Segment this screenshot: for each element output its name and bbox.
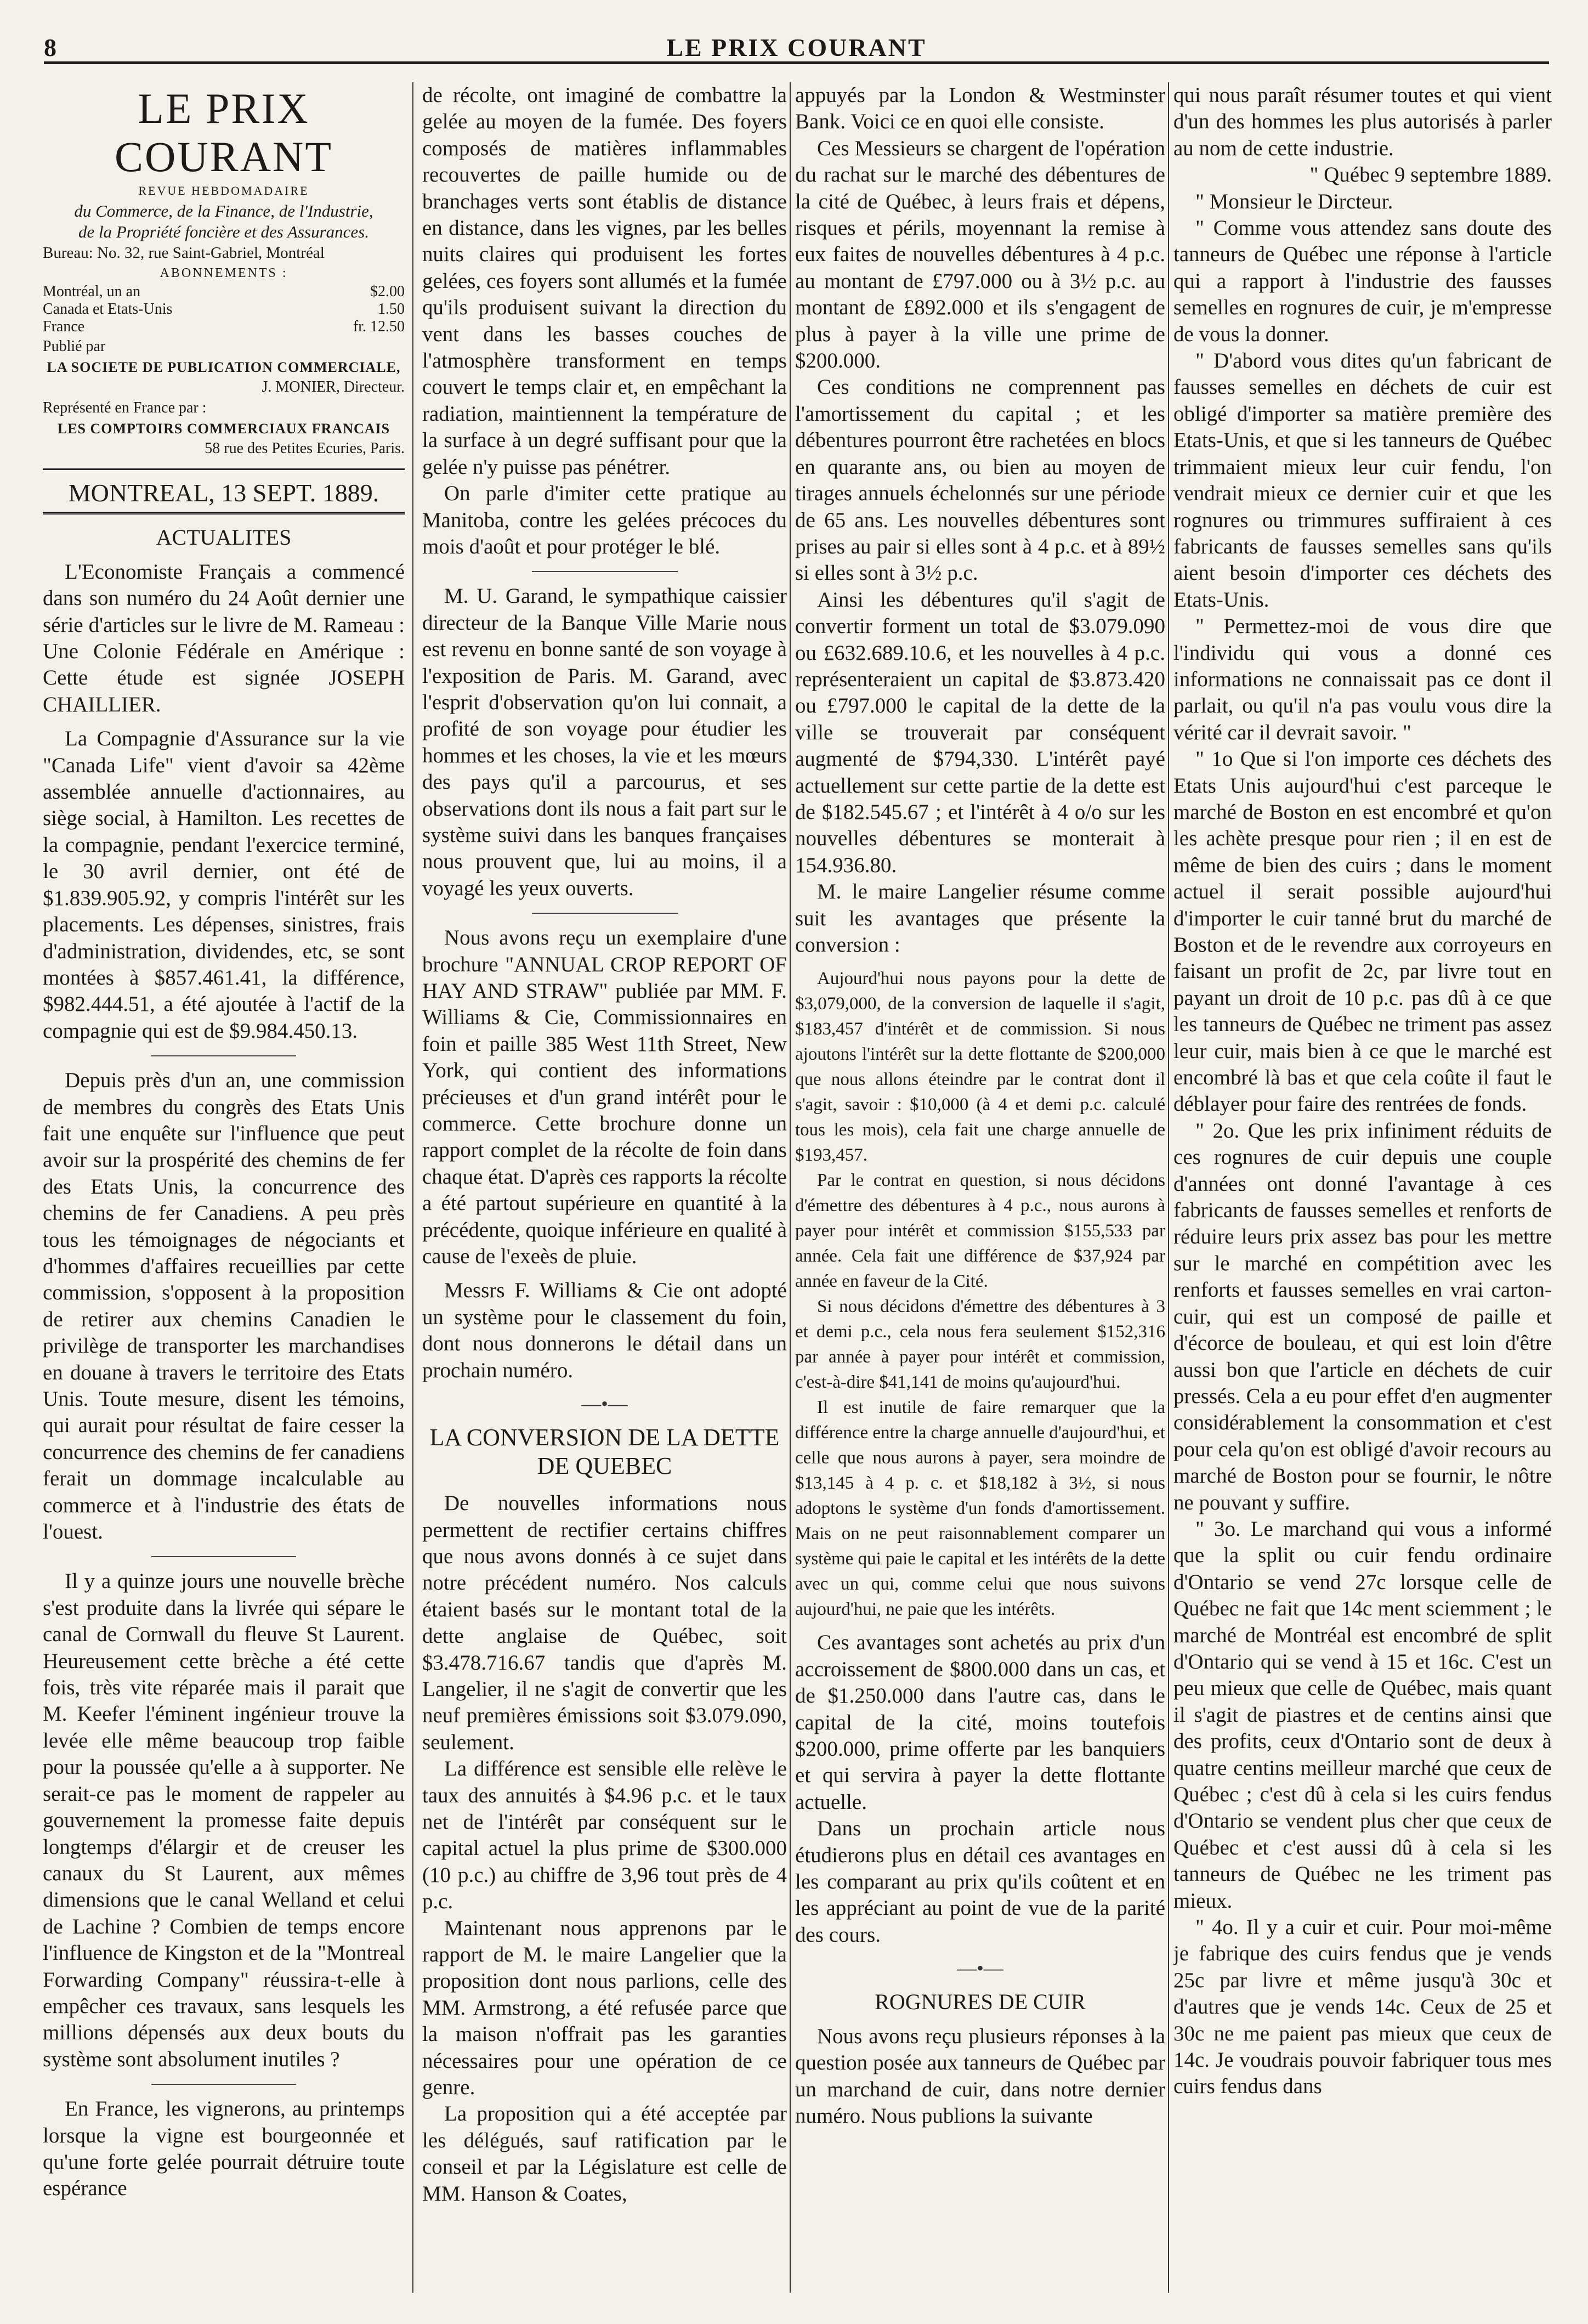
article-paragraph: Maintenant nous apprenons par le rapport de M. le maire Langelier que la proposition dont nous parlions, celle des MM. Armstrong, a été refusée parce que la maison n'offrait pas les garanties nécessaires pour une opération de ce genre.	[422, 1916, 787, 2100]
ornament-rule: —•—	[581, 1393, 628, 1415]
rate-row	[43, 301, 405, 318]
letter-paragraph: " D'abord vous dites qu'un fabricant de fausses semelles en déchets de cuir est obligé d'importer sa matière première des Etats-Unis, et que si les tanneurs de Québec trimmaient mieux leur cuir fendu, l'on vendrait mieux ce dernier cuir et que les rognures ou trimmures suffiraient à ces fabricants de fausses semelles sans qu'ils aient besoin d'importer ces déchets des Etats-Unis.	[1173, 349, 1552, 612]
header-rule	[44, 61, 1549, 64]
publisher-name: LA SOCIETE DE PUBLICATION COMMERCIALE,	[47, 359, 401, 375]
page-number: 8	[44, 33, 56, 61]
letter-paragraph: " 1o Que si l'on importe ces déchets des Etats Unis aujourd'hui c'est parceque le marché de Boston en est encombré et qu'on les achète presque pour rien ; il en est de même de bien des cuirs ; dans le moment actuel il serait possible aujourd'hui d'importer le cuir tanné brut du marché de Boston et de le revendre aux corroyeurs en faisant un profit de 2c, par livre tout en payant un droit de 10 p.c. pas dû à ce que les tanneurs de Québec ne triment pas assez leur cuir, mais bien à ce que le marché est encombré là bas et que cela coûte il faut le déblayer pour faire des rentrées de fonds.	[1173, 747, 1552, 1116]
double-rule	[43, 512, 405, 514]
article-paragraph: Ces Messieurs se chargent de l'opération du rachat sur le marché des débentures de la cité de Québec, à leurs frais et dépens, risques et périls, moyennant la remise à eux faites de nouvelles débentures à 4 p.c. au montant de £797.000 ou à 3½ p.c. au montant de £892.000 et ils s'engagent de plus à payer à la ville une prime de $200.000.	[795, 136, 1165, 373]
column-divider	[412, 82, 413, 2293]
section-heading-conversion: LA CONVERSION DE LA DETTE DE QUEBEC	[429, 1424, 780, 1480]
rate-label: Canada et Etats-Unis	[43, 301, 173, 318]
dateline: MONTREAL, 13 SEPT. 1889.	[43, 468, 405, 506]
rate-price: 1.50	[378, 301, 405, 318]
paris-address: 58 rue des Petites Ecuries, Paris.	[205, 440, 405, 457]
article-paragraph: Messrs F. Williams & Cie ont adopté un système pour le classement du foin, dont nous donnerons le détail dans un prochain numéro.	[422, 1279, 787, 1382]
running-title: LE PRIX COURANT	[666, 33, 927, 61]
abonnements-title: ABONNEMENTS :	[160, 266, 288, 280]
article-paragraph: appuyés par la London & Westminster Bank. Voici ce en quoi elle consiste.	[795, 83, 1165, 134]
page-header	[44, 33, 1549, 60]
article-paragraph: Nous avons reçu un exemplaire d'une brochure "ANNUAL CROP REPORT OF HAY AND STRAW" publiée par MM. F. Williams & Cie, Commissionnaires en foin et paille 385 West 11th Street, New York, qui contient des informations précieuses et d'un grand intérêt pour le commerce. Cette brochure donne un rapport complet de la récolte de foin dans chaque état. D'après ces rapports la récolte a été partout supérieure en quantité à la précédente, quoique inférieure en qualité à cause de l'exeès de pluie.	[422, 926, 787, 1269]
article-paragraph: de récolte, ont imaginé de combattre la gelée au moyen de la fumée. Des foyers composés de matières inflammables recouvertes de paille humide ou de branchages verts sont établis de distance en distance, dans les vignes, par les belles nuits claires qui produisent les fortes gelées, ces foyers sont allumés et la fumée qu'ils produisent suivant la direction du vent dans les basses couches de l'atmosphère transforment en temps couvert le temps clair et, en empêchant la radiation, maintiennent la température de la surface à un degré suffisant pour que la gelée n'y puisse pas pénétrer.	[422, 83, 787, 479]
article-paragraph: Nous avons reçu plusieurs réponses à la question posée aux tanneurs de Québec par un marchand de cuir, dans notre dernier numéro. Nous publions la suivante	[795, 2024, 1165, 2128]
column-1	[43, 82, 405, 2298]
column-4	[1173, 82, 1552, 2298]
column-divider	[1168, 82, 1169, 2293]
separator-rule	[151, 2084, 296, 2085]
letter-dateline: " Québec 9 septembre 1889.	[1309, 163, 1552, 187]
masthead-revue: REVUE HEBDOMADAIRE	[138, 184, 309, 197]
masthead-tagline-2: de la Propriété foncière et des Assurances.	[78, 222, 370, 241]
article-paragraph: Dans un prochain article nous étudierons plus en détail ces avantages en les comparant au prix qu'ils coûtent et en les appréciant au point de vue de la parité des cours.	[795, 1817, 1165, 1947]
letter-paragraph: " 2o. Que les prix infiniment réduits de ces rognures de cuir depuis une couple d'années ont donné l'avantage à ces fabricants de fausses semelles et renforts de réduire leurs prix assez bas pour les mettre sur le marché en compétition avec les renforts et fausses semelles en vrai carton-cuir, qui est un composé de paille et d'écorce de bouleau, et qui est loin d'être aussi bon que l'article en déchets de cuir pressés. Cela a eu pour effet d'en augmenter considérablement la consommation et c'est pour cela qu'on est obligé d'avoir recours au marché de Boston pour se fournir, le nôtre ne pouvant y suffire.	[1173, 1118, 1552, 1514]
separator-rule	[151, 1556, 296, 1557]
article-paragraph: Ainsi les débentures qu'il s'agit de convertir forment un total de $3.079.090 ou £632.689.10.6, et les nouvelles à 4 p.c. représenteraient un capital de $3.873.420 ou £797.000 le capital de la dette de la ville se trouverait par conséquent augmenté de $794,330. L'intérêt payé actuellement sur cette partie de la dette est de $182.545.67 ; et l'intérêt à 4 o/o sur les nouvelles débentures se monterait à 154.936.80.	[795, 587, 1165, 877]
letter-paragraph: " Permettez-moi de vous dire que l'individu qui vous a donné ces informations ne connaissait pas ce dont il parlait, ou qu'il n'a pas voulu vous dire la vérité car il devrait savoir. "	[1173, 614, 1552, 744]
article-paragraph: Ces avantages sont achetés au prix d'un accroissement de $800.000 dans un cas, et de $1.250.000 dans l'autre cas, dans le capital de la cité, moins toutefois $200.000, prime offerte par les banquiers et qui servira à payer la dette flottante actuelle.	[795, 1631, 1165, 1814]
rate-price: fr. 12.50	[353, 318, 405, 335]
separator-rule	[151, 1055, 296, 1056]
directeur: J. MONIER, Directeur.	[262, 378, 405, 395]
france-agent: LES COMPTOIRS COMMERCIAUX FRANCAIS	[57, 421, 390, 437]
rate-label: France	[43, 318, 85, 335]
rate-label: Montréal, un an	[43, 283, 141, 300]
article-paragraph: M. U. Garand, le sympathique caissier directeur de la Banque Ville Marie nous est revenu en bonne santé de son voyage à l'exposition de Paris. M. Garand, avec l'esprit d'observation qu'on lui connait, a profité de son voyage pour étudier les hommes et les choses, la vie et les mœurs des pays qu'il a parcourus, et ses observations dont ils nous a fait part sur le système suivi dans les banques françaises nous prouvent que, lui au moins, il a voyagé les yeux ouverts.	[422, 584, 787, 900]
letter-paragraph: " Comme vous attendez sans doute des tanneurs de Québec une réponse à l'article qui a rapport à l'industrie des fausses semelles en rognures de cuir, je m'empresse de vous la donner.	[1173, 216, 1552, 346]
separator-rule	[532, 571, 678, 572]
quoted-paragraph: Aujourd'hui nous payons pour la dette de $3,079,000, de la conversion de laquelle il s'agit, $183,457 d'intérêt et de commission. Si nous ajoutons l'intérêt sur la dette flottante de $200,000 que nous allons éteindre par le contrat dont il s'agit, savoir : $10,000 (à 4 et demi p.c. calculé tous les mois), cela fait une charge annuelle de $193,457.	[795, 969, 1165, 1166]
masthead-title: LE PRIX COURANT	[114, 84, 333, 180]
ornament-rule: —•—	[957, 1957, 1003, 1980]
article-paragraph: Il y a quinze jours une nouvelle brèche s'est produite dans la livrée qui sépare le canal de Cornwall du fleuve St Laurent. Heureusement cette brèche a été cette fois, très vite réparée mais il parait que M. Keefer l'éminent ingénieur trouve la levée elle même beaucoup trop faible pour la poussée qu'elle a à supporter. Ne serait-ce pas le moment de rappeler au gouvernement la promesse faite depuis longtemps d'élargir et de creuser les canaux du St Laurent, aux mêmes dimensions que le canal Welland et celui de Lachine ? Combien de temps encore l'influence de Kingston et de la "Montreal Forwarding Company" réussira-t-elle à empêcher ces travaux, sans lesquels les millions dépensés aux deux bouts du système sont absolument inutiles ?	[43, 1569, 405, 2071]
article-paragraph: M. le maire Langelier résume comme suit les avantages que présente la conversion :	[795, 880, 1165, 957]
quoted-paragraph: Si nous décidons d'émettre des débentures à 3 et demi p.c., cela nous fera seulement $152,316 par année à payer pour intérêt et commission, c'est-à-dire $41,141 de moins qu'aujourd'hui.	[795, 1297, 1165, 1393]
article-paragraph: Depuis près d'un an, une commission de membres du congrès des Etats Unis fait une enquête sur l'influence que peut avoir sur la prospérité des chemins de fer des Etats Unis, la concurrence des chemins de fer Canadiens. A peu près tous les témoignages de négociants et d'hommes d'affaires recueillies par cette commission, s'opposent à la proposition de retirer aux chemins Canadien le privilège de transporter les marchandises en douane à travers le territoire des Etats Unis. Toute mesure, disent les témoins, qui aurait pour résultat de faire cesser la concurrence des chemins de fer canadiens ferait un dommage incalculable au commerce et à l'industrie des états de l'ouest.	[43, 1068, 405, 1544]
bureau-address: Bureau: No. 32, rue Saint-Gabriel, Montréal	[43, 244, 325, 262]
article-paragraph: En France, les vignerons, au printemps lorsque la vigne est bourgeonnée et qu'une forte gelée pourrait détruire toute espérance	[43, 2097, 405, 2201]
publie-par: Publié par	[43, 338, 106, 355]
article-paragraph: Ces conditions ne comprennent pas l'amortissement du capital ; et les débentures pourront être rachetées en blocs en quarante ans, ou bien au moyen de tirages annuels échelonnés sur une période de 65 ans. Les nouvelles débentures sont prises au pair si elles sont à 4 p.c. et à 89½ si elles sont à 3½ p.c.	[795, 375, 1165, 585]
article-paragraph: L'Economiste Français a commencé dans son numéro du 24 Août dernier une série d'articles sur le livre de M. Rameau : Une Colonie Fédérale en Amérique : Cette étude est signée JOSEPH CHAILLIER.	[43, 559, 405, 716]
article-paragraph: La Compagnie d'Assurance sur la vie "Canada Life" vient d'avoir sa 42ème assemblée annuelle d'actionnaires, au siège social, à Hamilton. Les recettes de la compagnie, pendant l'exercice terminé, le 30 avril dernier, ont été de $1.839.905.92, y compris l'intérêt sur les placements. Les dépenses, sinistres, frais d'administration, dividendes, etc, se sont montées à $857.461.41, la différence, $982.444.51, a été ajoutée à l'actif de la compagnie qui est de $9.984.450.13.	[43, 727, 405, 1043]
section-heading-rognures: ROGNURES DE CUIR	[875, 1989, 1086, 2015]
rate-price: $2.00	[370, 283, 405, 300]
letter-paragraph: " 3o. Le marchand qui vous a informé que la split ou cuir fendu ordinaire d'Ontario se vend 27c lorsque celle de Québec ne fait que 14c ment sciemment ; le marché de Montréal est encombré de split d'Ontario qui se vend à 15 et 16c. C'est un peu mieux que celle de Québec, mais quant il s'agit de piastres et de centins ainsi que des profits, ceux d'Ontario sont de deux à quatre centins meilleur marché que ceux de Québec ; c'est dû à cela si les cuirs fendus d'Ontario se vendent plus cher que ceux de Québec et c'est aussi dû à cela si les tanneurs de Québec ne les triment pas mieux.	[1173, 1517, 1552, 1913]
section-heading-actualites: ACTUALITES	[156, 525, 292, 550]
article-paragraph: On parle d'imiter cette pratique au Manitoba, contre les gelées précoces du mois d'août et pour protéger le blé.	[422, 482, 787, 558]
article-paragraph: La différence est sensible elle relève le taux des annuités à $4.96 p.c. et le taux net de l'intérêt par conséquent sur le capital actuel la plus prime de $300.000 (10 p.c.) au chiffre de 3,96 tout près de 4 p.c.	[422, 1757, 787, 1914]
rate-row	[43, 283, 405, 301]
article-paragraph: qui nous paraît résumer toutes et qui vient d'un des hommes les plus autorisés à parler au nom de cette industrie.	[1173, 83, 1552, 160]
column-divider	[790, 82, 791, 2293]
column-3	[795, 82, 1165, 2298]
quoted-paragraph: Il est inutile de faire remarquer que la différence entre la charge annuelle d'aujourd'hui, et celle que nous aurons à payer, sera moindre de $13,145 à 4 p. c. et $18,182 à 3½, si nous adoptons le système d'un fonds d'amortissement. Mais on ne peut raisonnablement comparer un système qui paie le capital et les intérêts de la dette avec un qui, comme celui que nous suivons aujourd'hui, ne paie que les intérêts.	[795, 1398, 1165, 1620]
rate-row	[43, 318, 405, 336]
article-paragraph: La proposition qui a été acceptée par les délégués, sauf ratification par le conseil et par la Législature est celle de MM. Hanson & Coates,	[422, 2102, 787, 2206]
masthead-tagline-1: du Commerce, de la Finance, de l'Industrie,	[74, 201, 373, 220]
separator-rule	[532, 913, 678, 914]
represente-par: Représenté en France par :	[43, 399, 207, 416]
letter-paragraph: " 4o. Il y a cuir et cuir. Pour moi-même je fabrique des cuirs fendus que je vends 25c par livre et même jusqu'à 30c et d'autres que je vends 14c. Ceux de 25 et 30c ne me paient pas mieux que ceux de 14c. Je voudrais pouvoir fabriquer tous mes cuirs fendus dans	[1173, 1915, 1552, 2099]
article-paragraph: De nouvelles informations nous permettent de rectifier certains chiffres que nous avons donnés à ce sujet dans notre précédent numéro. Nos calculs étaient basés sur le montant total de la dette anglaise de Québec, soit $3.478.716.67 tandis que d'après M. Langelier, il ne s'agit de convertir que les neuf premières émissions soit $3.079.090, seulement.	[422, 1491, 787, 1754]
letter-salutation: " Monsieur le Dircteur.	[1195, 189, 1393, 213]
quoted-paragraph: Par le contrat en question, si nous décidons d'émettre des débentures à 4 p.c., nous aurons à payer pour intérêt et commission $155,533 par année. Cela fait une différence de $37,924 par année en faveur de la Cité.	[795, 1171, 1165, 1292]
column-2	[422, 82, 787, 2298]
